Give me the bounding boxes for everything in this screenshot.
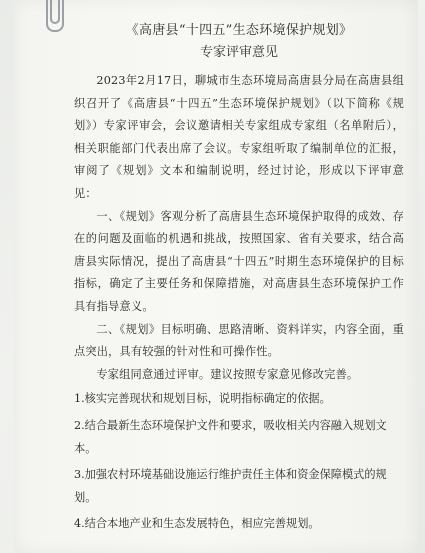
document-title: 《高唐县“十四五”生态环境保护规划》 xyxy=(125,23,353,38)
suggestion-item: 4.结合本地产业和生态发展特色，相应完善规划。 xyxy=(74,517,320,531)
suggestion-item: 1.核实完善现状和规划目标，说明指标确定的依据。 xyxy=(74,392,331,406)
paper-sheet xyxy=(14,0,418,553)
paragraph-point-one: 一、《规划》客观分析了高唐县生态环境保护取得的成效、存在的问题及面临的机遇和挑战，按照国家、省有关要求，结合高唐县实际情况，提出了高唐县“十四五”时期生态环境保护的目标指标，确定了主要任务和保障措施，对高唐县生态环境保护工作具有指导意义。 xyxy=(74,209,404,313)
document-subtitle: 专家评审意见 xyxy=(199,45,278,60)
suggestion-item: 2.结合最新生态环境保护文件和要求，吸收相关内容融入规划文本。 xyxy=(74,418,387,455)
document-body xyxy=(74,22,404,540)
paperclip-inner xyxy=(50,0,60,24)
paragraph-point-two: 二、《规划》目标明确、思路清晰、资料详实，内容全面，重点突出，具有较强的针对性和可操作性。 xyxy=(74,322,404,359)
paragraph-conclusion: 专家组同意通过评审。建议按照专家意见修改完善。 xyxy=(96,367,359,381)
paragraph-intro: 2023年2月17日，聊城市生态环境局高唐县分局在高唐县组织召开了《高唐县“十四五”生态环境保护规划》（以下简称《规划》）专家评审会，会议邀请相关专家组成专家组（名单附后），相关职能部门代表出席了会议。专家组听取了编制单位的汇报，审阅了《规划》文本和编制说明，经过讨论，形成以下评审意见： xyxy=(74,74,404,200)
suggestion-item: 3.加强农村环境基础设施运行维护责任主体和资金保障模式的规划。 xyxy=(74,468,387,504)
